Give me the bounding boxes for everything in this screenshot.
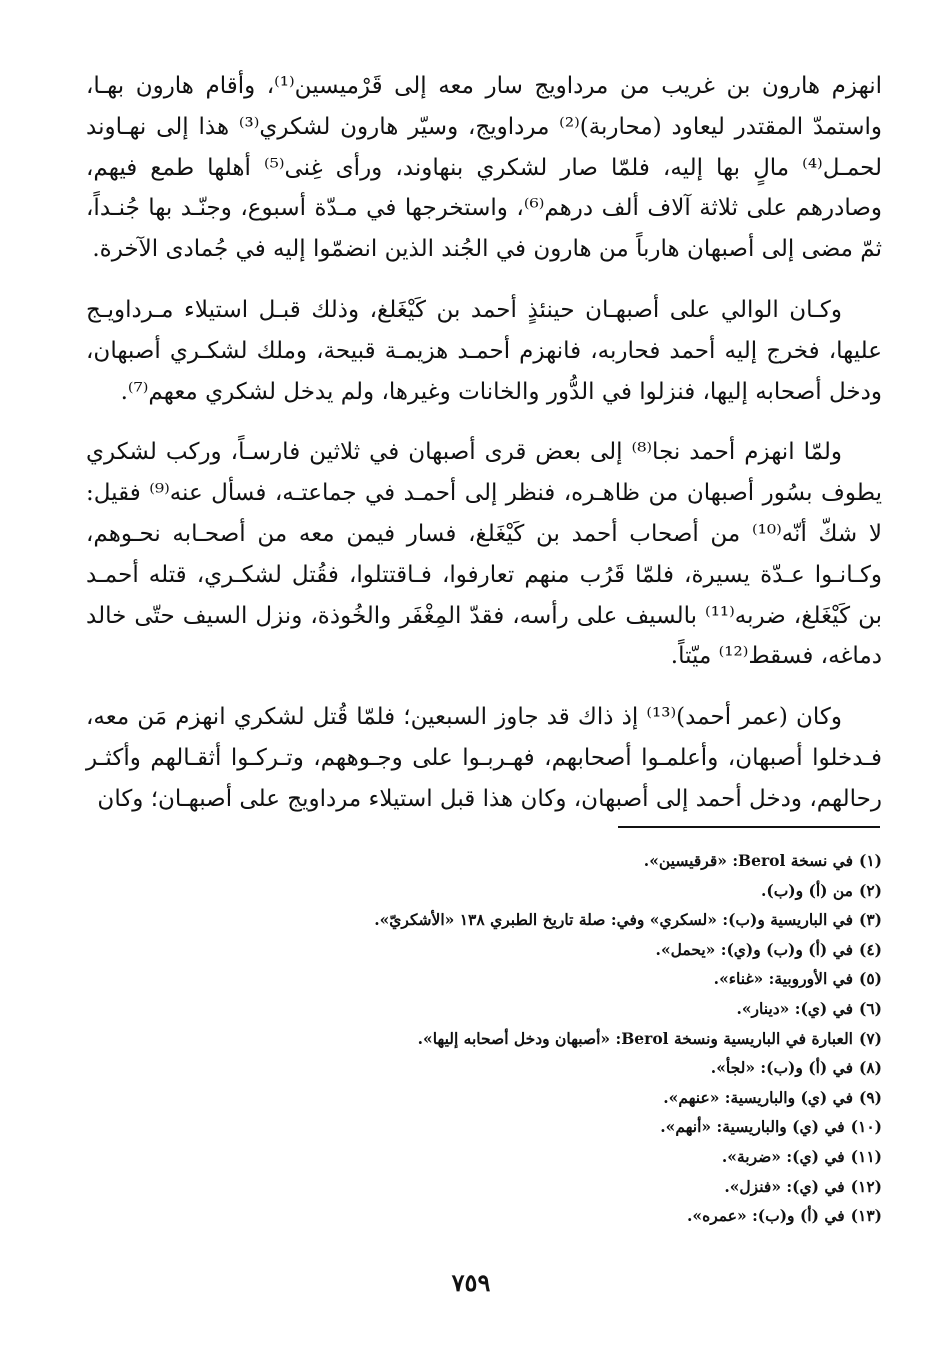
footnotes [86, 846, 882, 1231]
footnote-number: (٨) [858, 1058, 882, 1078]
footnote-number: (٦) [858, 998, 882, 1018]
footnote-text: في (ي) والباريسية: «عنهم». [663, 1087, 853, 1107]
footnote-number: (٧) [858, 1028, 882, 1048]
footnote-text: في (أ) و(ب): «لجأ». [710, 1058, 853, 1078]
footnote-text: من (أ) و(ب). [760, 880, 853, 900]
footnote-number: (١١) [850, 1146, 882, 1166]
footnote-item [86, 846, 882, 876]
footnote-text: في (ي): «ضربة». [721, 1146, 845, 1166]
footnote-item [86, 1083, 882, 1113]
footnote-text: في (ي): «دينار». [736, 998, 853, 1018]
footnote-text: في الأوروبية: «غناء». [713, 969, 853, 989]
footnote-item [86, 905, 882, 935]
footnote-item [86, 1024, 882, 1054]
footnote-text: العبارة في الباريسية ونسخة Berol: «أصبهان ودخل أصحابه إليها». [417, 1028, 853, 1048]
footnote-item [86, 964, 882, 994]
footnote-item [86, 1142, 882, 1172]
footnote-item [86, 876, 882, 906]
footnote-text: في (أ) و(ب) و(ي): «يحمل». [655, 939, 853, 959]
footnote-item [86, 1172, 882, 1202]
paragraph-2: وكـان الوالي على أصبهـان حينئذٍ أحمد بن كَيْغَلغ، وذلك قبـل استيلاء مـرداويـج عليها، فخرج إليه أحمد فحاربه، فانهزم أحمـد هزيمـة قبيحة، وملك لشكـري أصبهان، ودخل أصحابه إليها، فنزلوا في الدُّور والخانات وغيرها، ولم يدخل لشكري معهم⁽⁷⁾. [86, 296, 882, 405]
paragraph-4: وكان (عمر أحمد)⁽¹³⁾ إذ ذاك قد جاوز السبعين؛ فلمّا قُتل لشكري انهزم مَن معه، فـدخلوا أصبهان، وأعلمـوا أصحابهم، فهـربـوا على وجـوههم، وتـركـوا أثقـالهم وأكثـر رحالهم، ودخل أحمد إلى أصبهان، وكان هذا قبل استيلاء مرداويج على أصبهـان؛ وكان [86, 704, 882, 812]
footnote-item [86, 1053, 882, 1083]
page-number: ٧٥٩ [451, 1268, 491, 1297]
paragraph-3: ولمّا انهزم أحمد نجا⁽⁸⁾ إلى بعض قرى أصبهان في ثلاثين فارسـاً، وركب لشكري يطوف بسُور أصبهان من ظاهـره، فنظر إلى أحمـد في جماعتـه، فسأل عنه⁽⁹⁾ فقيل: لا شكّ أنّه⁽¹⁰⁾ من أصحاب أحمد بن كَيْغَلغ، فسار فيمن معه من أصحـابه نحـوهم، وكـانـوا عـدّة يسيرة، فلمّا قَرُب منهم تعارفوا، فـاقتتلوا، فقُتل لشكـري، قتله أحمـد بن كَيْغَلغ، ضربه⁽¹¹⁾ بالسيف على رأسه، فقدّ المِغْفَر والخُوذة، ونزل السيف حتّى خالد دماغه، فسقط⁽¹²⁾ ميّتاً. [86, 439, 883, 670]
footnote-number: (٩) [858, 1087, 882, 1107]
footnote-number: (١٢) [850, 1176, 882, 1196]
footnote-separator [618, 826, 880, 828]
footnote-text: في (ي): «فنزل». [724, 1176, 845, 1196]
footnote-item [86, 994, 882, 1024]
footnote-number: (٥) [858, 969, 882, 989]
paragraph-1: انهزم هارون بن غريب من مرداويج سار معه إلى قَرْميسين⁽¹⁾، وأقام هارون بهـا، واستمدّ المقتدر ليعاود (محاربة)⁽²⁾ مرداويج، وسيّر هارون لشكري⁽³⁾ هذا إلى نهـاوند لحمـل⁽⁴⁾ مالٍ بها إليه، فلمّا صار لشكري بنهاوند، ورأى غِنى⁽⁵⁾ أهلها طمع فيهم، وصادرهم على ثلاثة آلاف ألف درهم⁽⁶⁾، واستخرجها في مـدّة أسبوع، وجنّـد بها جُنـداً، ثمّ مضى إلى أصبهان هارباً من هارون في الجُند الذين انضمّوا إليه في جُمادى الآخرة. [86, 73, 883, 263]
footnote-text: في نسخة Berol: «قرقيسين». [643, 851, 853, 870]
footnote-item [86, 1201, 882, 1231]
footnote-number: (١٠) [850, 1117, 882, 1137]
main-text [86, 66, 882, 820]
footnote-item [86, 935, 882, 965]
footnote-number: (١) [858, 851, 882, 870]
footnote-number: (٣) [858, 910, 882, 930]
footnote-number: (٢) [858, 880, 882, 900]
footnote-text: في (ي) والباريسية: «أنهم». [660, 1117, 845, 1137]
footnote-number: (٤) [858, 939, 882, 959]
footnote-number: (١٣) [850, 1206, 882, 1226]
footnote-item [86, 1112, 882, 1142]
footnote-text: في الباريسية و(ب): «لسكري» وفي: صلة تاريخ الطبري ١٣٨ «الأشكريّ». [374, 910, 853, 930]
footnote-text: في (أ) و(ب): «عمره». [687, 1206, 845, 1226]
